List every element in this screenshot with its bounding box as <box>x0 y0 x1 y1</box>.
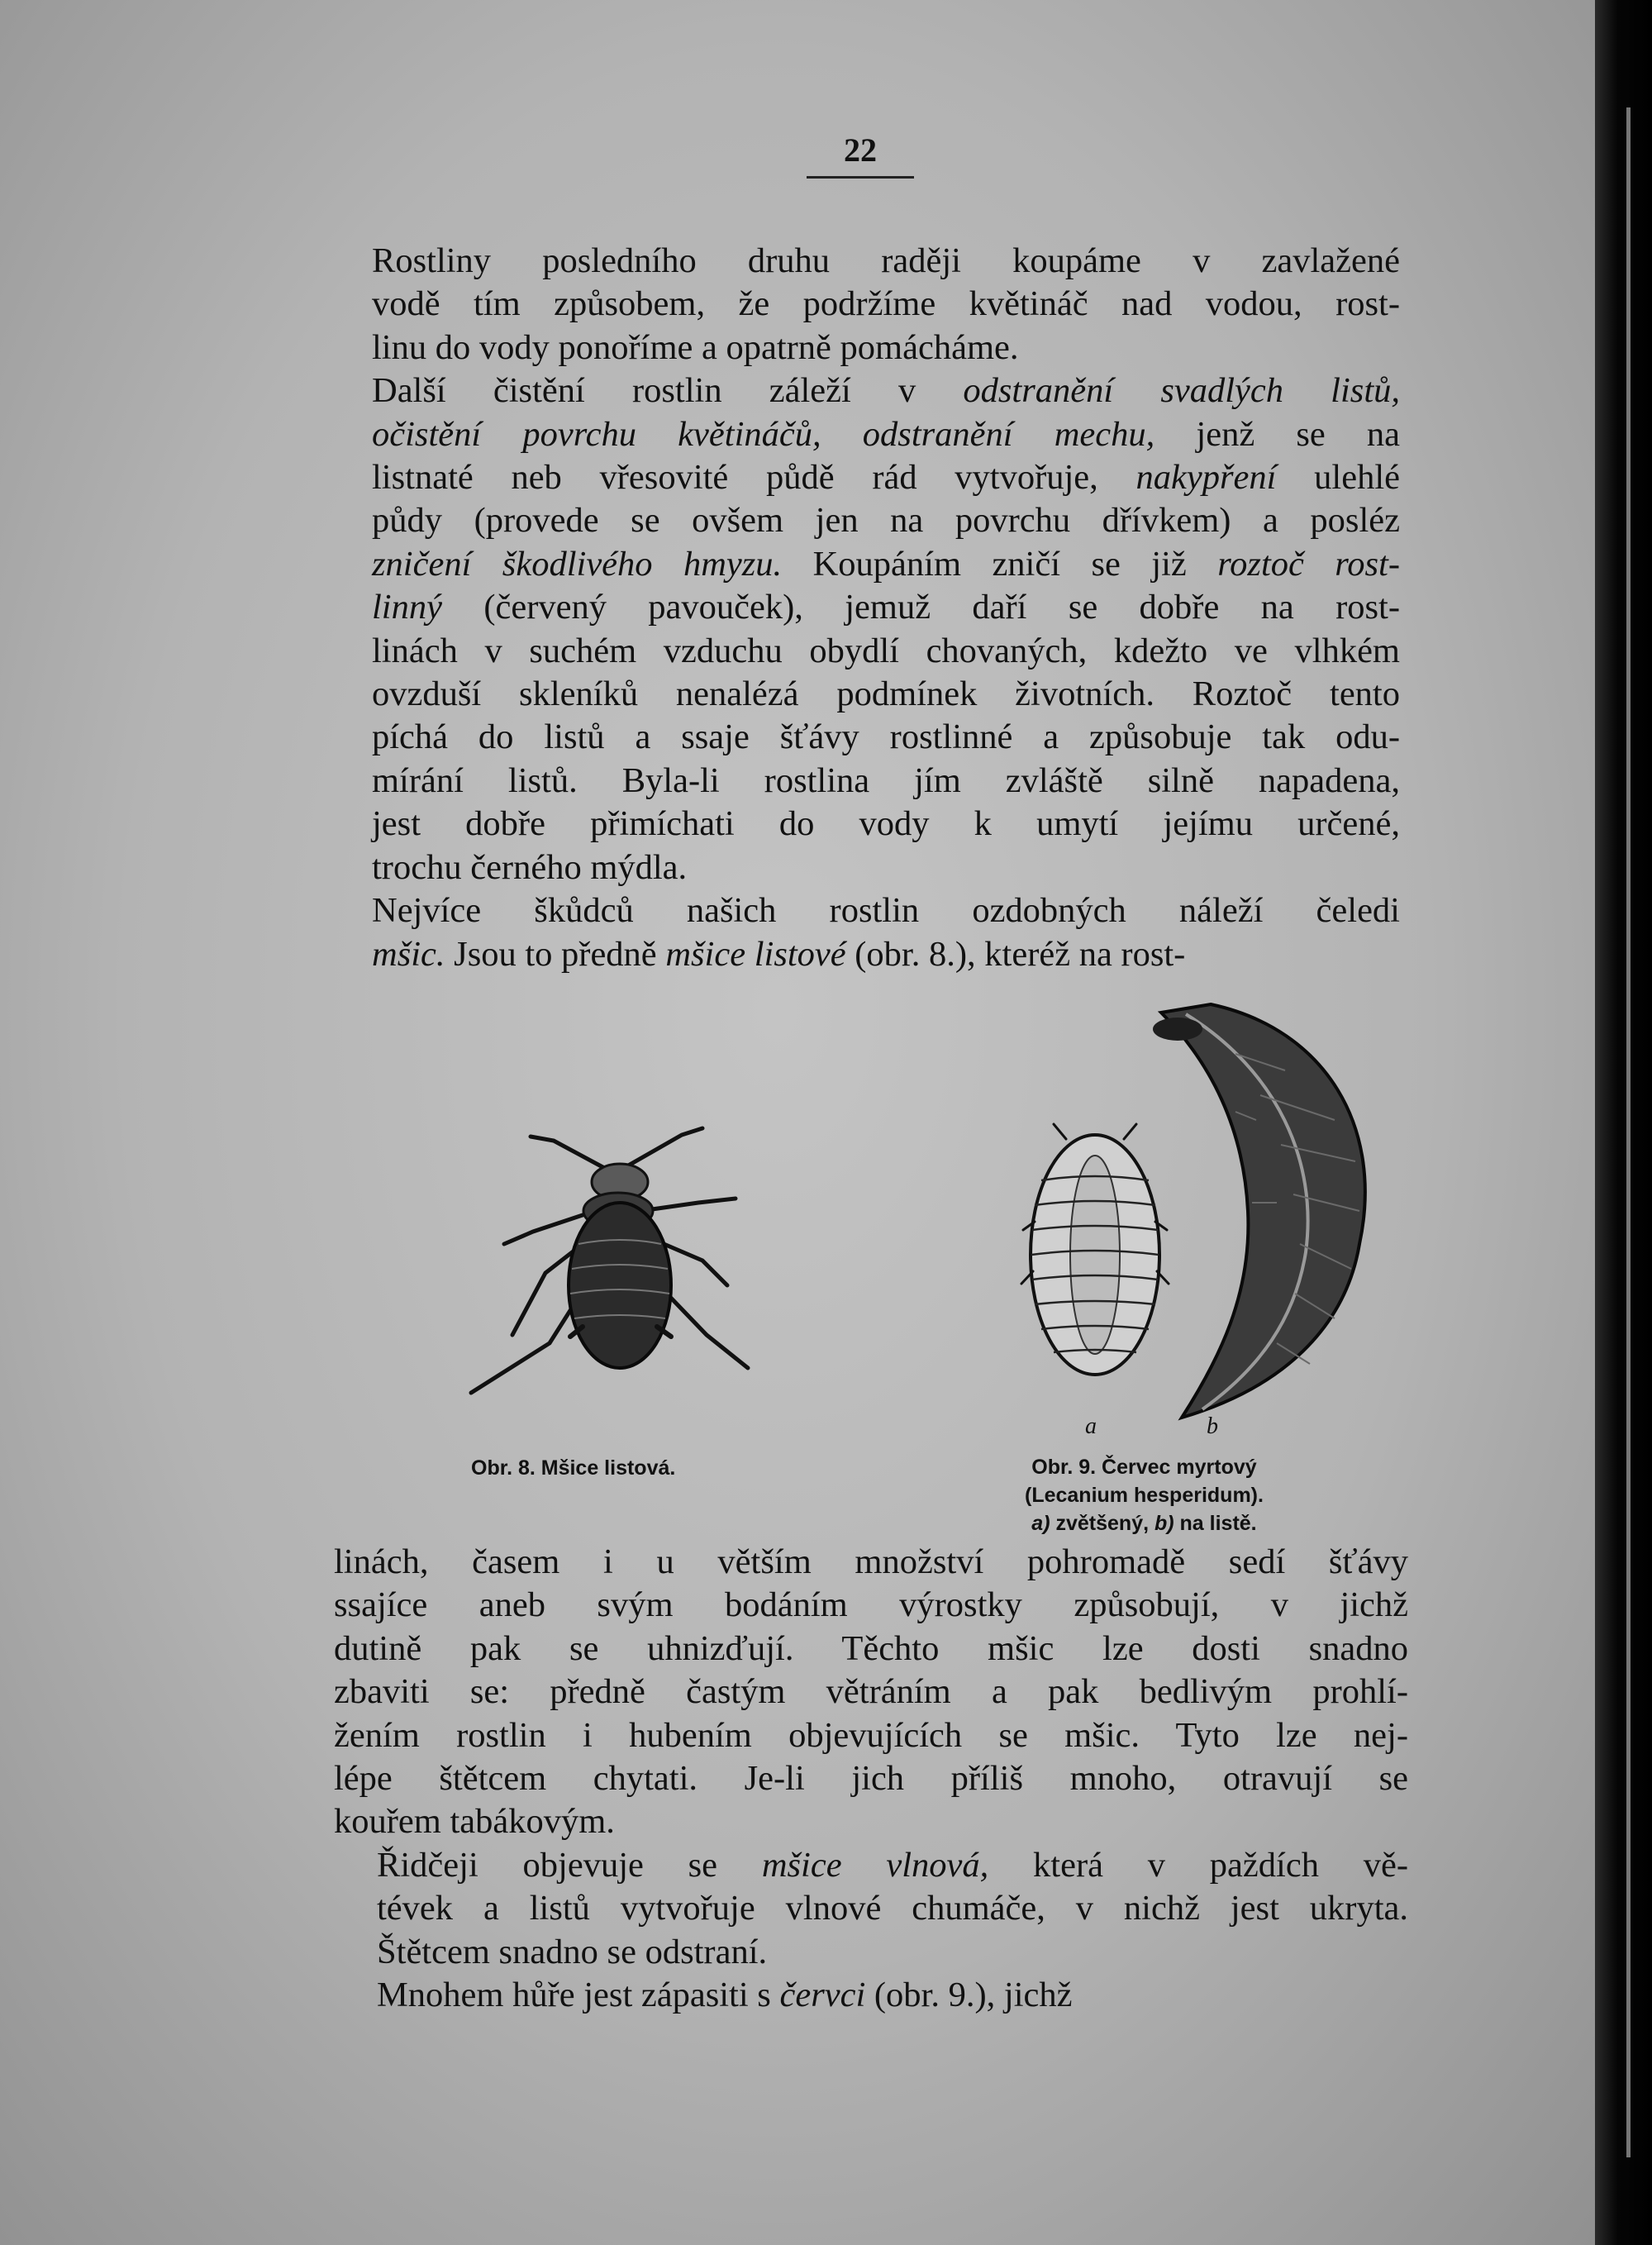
text-run: Mnohem hůře jest zápasiti s <box>377 1976 780 2015</box>
text-line <box>329 369 1400 412</box>
text-run: žením rostlin i hubením objevujících se mšic. Tyto lze nej- <box>334 1715 1408 1755</box>
text-line <box>334 1628 1408 1671</box>
text-run: Koupáním zničí se již <box>782 544 1218 584</box>
text-run: zbaviti se: předně častým větráním a pak bedlivým prohlí- <box>334 1672 1408 1712</box>
text-line <box>329 760 1400 803</box>
text-line <box>329 283 1400 326</box>
text-run: lépe štětcem chytati. Je-li jich příliš mnoho, otravují se <box>334 1759 1408 1799</box>
text-line <box>329 846 1400 889</box>
text-line <box>329 499 1400 542</box>
text-run: ulehlé <box>1276 458 1400 498</box>
italic-run: odstranění svadlých listů, <box>963 371 1400 411</box>
caption-line <box>1025 1509 1264 1537</box>
text-run: tévek a listů vytvořuje vlnové chumáče, v nichž jest ukryta. <box>377 1889 1408 1928</box>
text-run: na listě. <box>1174 1512 1257 1535</box>
italic-run: a) <box>1031 1512 1050 1535</box>
paragraph <box>334 1844 1408 1974</box>
aphid-illustration <box>455 1120 785 1418</box>
caption-line <box>1025 1481 1264 1509</box>
text-run: zvětšený, <box>1050 1512 1154 1535</box>
text-run: Nejvíce škůdců našich rostlin ozdobných náleží čeledi <box>372 891 1400 931</box>
italic-run: mšice vlnová, <box>761 1845 989 1885</box>
text-run: ovzduší skleníků nenalézá podmínek životních. Roztoč tento <box>372 674 1400 714</box>
text-run: linách v suchém vzduchu obydlí chovaných, kdežto ve vlhkém <box>372 631 1400 670</box>
text-line <box>329 586 1400 629</box>
italic-run: b) <box>1154 1512 1174 1535</box>
text-run: Obr. 9. Červec myrtový <box>1031 1456 1257 1479</box>
text-run: listnaté neb vřesovité půdě rád vytvořuje, <box>372 458 1136 498</box>
text-line <box>334 1584 1408 1627</box>
fig8-caption: Obr. 8. Mšice listová. <box>471 1456 676 1480</box>
text-run: dutině pak se uhnizďují. Těchto mšic lze dosti snadno <box>334 1628 1408 1668</box>
text-run: linách, časem i u větším množství pohromadě sedí šťávy <box>334 1542 1408 1581</box>
text-line <box>329 240 1400 283</box>
text-run: půdy (provede se ovšem jen na povrchu dřívkem) a posléz <box>372 501 1400 541</box>
text-line <box>329 803 1400 846</box>
text-run: píchá do listů a ssaje šťávy rostlinné a způsobuje tak odu- <box>372 717 1400 757</box>
italic-run: odstranění mechu, <box>862 414 1155 454</box>
italic-run: zničení škodlivého hmyzu. <box>372 544 783 584</box>
text-line <box>329 716 1400 759</box>
page-number-rule <box>807 176 914 179</box>
text-line <box>329 413 1400 456</box>
text-line <box>329 933 1400 976</box>
text-line <box>334 1974 1408 2017</box>
text-run: mírání listů. Byla-li rostlina jím zvláště silně napadena, <box>372 760 1400 800</box>
italic-run: červci <box>779 1976 866 2015</box>
spine-highlight <box>1626 107 1631 2157</box>
text-block-bottom <box>334 1541 1408 2017</box>
text-line <box>334 1757 1408 1800</box>
text-line <box>334 1844 1408 1887</box>
paragraph <box>329 369 1400 889</box>
text-run: Jsou to předně <box>445 934 666 974</box>
text-run: vodě tím způsobem, že podržíme květináč nad vodou, rost- <box>372 284 1400 324</box>
paragraph <box>334 1974 1408 2017</box>
text-run: linu do vody ponoříme a opatrně pomácháme. <box>372 327 1019 367</box>
text-run: trochu černého mýdla. <box>372 847 688 887</box>
text-line <box>334 1671 1408 1714</box>
text-run <box>821 415 863 454</box>
fig9-label-a: a <box>1085 1413 1097 1439</box>
italic-run: mšic. <box>372 934 445 974</box>
text-run: (obr. 8.), kteréž na rost- <box>845 934 1186 974</box>
text-line <box>334 1800 1408 1843</box>
italic-run: linný <box>372 588 442 627</box>
leaf-with-scale-insects-illustration <box>1112 996 1401 1426</box>
text-line <box>334 1931 1408 1974</box>
text-run: (Lecanium hesperidum). <box>1025 1484 1264 1507</box>
text-run: ssajíce aneb svým bodáním výrostky způsobují, v jichž <box>334 1585 1408 1625</box>
italic-run: nakypření <box>1135 458 1277 498</box>
paragraph <box>329 240 1400 369</box>
text-line <box>334 1714 1408 1757</box>
text-line <box>329 327 1400 369</box>
text-run: kouřem tabákovým. <box>334 1802 615 1842</box>
text-run: jenž se na <box>1154 414 1401 454</box>
italic-run: mšice listové <box>665 934 846 974</box>
text-line <box>334 1541 1408 1584</box>
text-line <box>334 1887 1408 1930</box>
text-line <box>329 630 1400 673</box>
text-run: Rostliny posledního druhu raději koupáme v zavlažené <box>372 241 1400 280</box>
text-run: Štětcem snadno se odstraní. <box>377 1932 768 1971</box>
italic-run: očistění povrchu květináčů, <box>372 414 821 454</box>
text-line <box>329 456 1400 499</box>
text-run: která v paždích vě- <box>988 1845 1408 1885</box>
text-run: (červený pavouček), jemuž daří se dobře na rost- <box>441 588 1400 627</box>
italic-run: roztoč rost- <box>1217 544 1400 584</box>
text-run: Řidčeji objevuje se <box>377 1845 762 1885</box>
book-spine-shadow <box>1595 0 1652 2245</box>
fig9-label-b: b <box>1207 1413 1218 1439</box>
text-line <box>329 673 1400 716</box>
text-block-top <box>329 240 1400 976</box>
fig9-caption <box>1025 1453 1264 1537</box>
paragraph <box>329 889 1400 976</box>
text-run: (obr. 9.), jichž <box>865 1976 1073 2015</box>
caption-line <box>1025 1453 1264 1481</box>
text-line <box>329 543 1400 586</box>
text-run: Další čistění rostlin záleží v <box>372 371 964 411</box>
page-number: 22 <box>844 131 877 169</box>
paragraph <box>334 1541 1408 1844</box>
text-line <box>329 889 1400 932</box>
text-run: jest dobře přimíchati do vody k umytí jejímu určené, <box>372 804 1400 844</box>
